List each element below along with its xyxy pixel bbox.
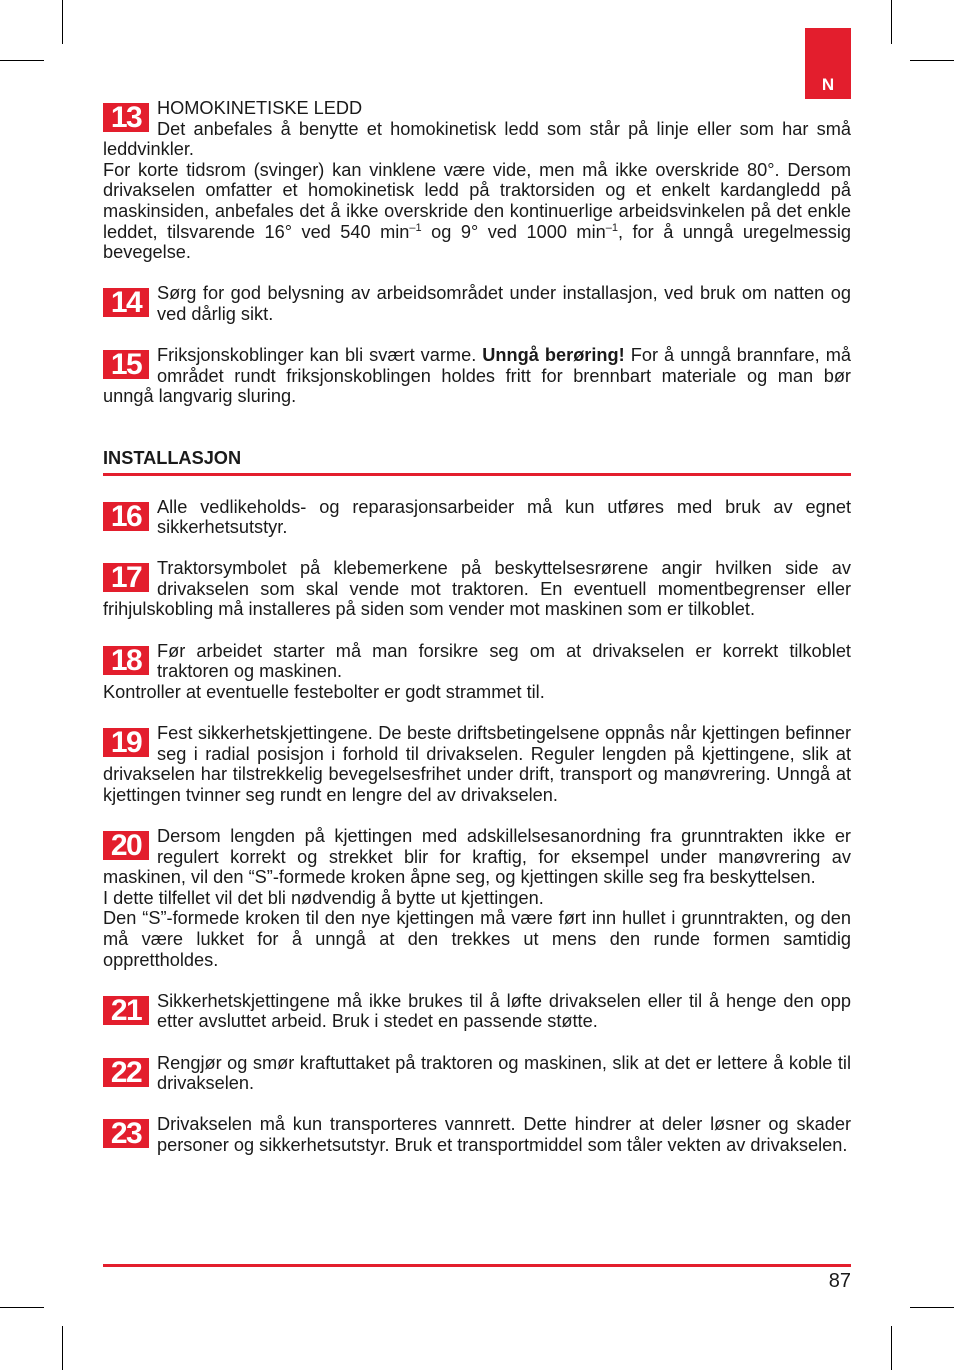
item-paragraph: Rengjør og smør kraftuttaket på traktoren og maskinen, slik at det er lettere å koble til drivakselen. bbox=[157, 1052, 851, 1094]
item-number: 23 bbox=[103, 1119, 149, 1148]
item-14 bbox=[103, 283, 851, 324]
crop-mark bbox=[62, 1326, 63, 1370]
item-18 bbox=[103, 641, 851, 703]
item-21 bbox=[103, 991, 851, 1032]
page-number: 87 bbox=[828, 1270, 851, 1292]
item-23 bbox=[103, 1114, 851, 1155]
item-15 bbox=[103, 345, 851, 407]
item-paragraph: Drivakselen må kun transporteres vannrett. Dette hindrer at deler løsner og skader personer og sikkerhetsutstyr. Bruk et transportmiddel som tåler vekten av drivakselen. bbox=[157, 1114, 851, 1155]
item-number: 19 bbox=[103, 728, 149, 757]
item-paragraph: For korte tidsrom (svinger) kan vinklene være vide, men må ikke overskride 80°. Dersom drivakselen omfatter et homokinetisk ledd på traktorsiden og et enkelt kardangledd på maskinsiden, anbefales det å ikke overskride den kontinuerlige arbeidsvinkelen på det enkle leddet, tilsvarende 16° ved 540 $\min^{-1}$ og 9° ved 1000 $\min^{-1}$, for å unngå uregelmessig bevegelse. bbox=[103, 159, 852, 263]
item-16 bbox=[103, 497, 851, 538]
page-content bbox=[103, 98, 851, 1156]
item-number: 14 bbox=[103, 288, 149, 317]
crop-mark bbox=[0, 60, 44, 61]
crop-mark bbox=[910, 60, 954, 61]
item-paragraph: Alle vedlikeholds- og reparasjonsarbeider må kun utføres med bruk av egnet sikkerhetsutstyr. bbox=[157, 496, 851, 538]
section-title: INSTALLASJON bbox=[103, 448, 851, 476]
item-number: 20 bbox=[103, 831, 149, 860]
crop-mark bbox=[62, 0, 63, 44]
item-number: 21 bbox=[103, 996, 149, 1025]
item-paragraph: Dersom lengden på kjettingen med adskillelsesanordning fra grunntrakten ikke er regulert korrekt og strekket blir for kraftig, for eksempel under manøvrering av maskinen, vil den “S”-formede kroken åpne seg, og kjettingen skille seg fra beskyttelsen. bbox=[103, 826, 851, 888]
item-paragraph: Den “S”-formede kroken til den nye kjettingen må være ført inn hullet i grunntrakten, og den må være lukket for å unngå at den trekkes ut mens den runde formen samtidig opprettholdes. bbox=[103, 908, 851, 970]
crop-mark bbox=[910, 1307, 954, 1308]
crop-mark bbox=[891, 0, 892, 44]
item-number: 17 bbox=[103, 563, 149, 592]
item-heading: HOMOKINETISKE LEDD bbox=[157, 98, 363, 118]
item-22 bbox=[103, 1053, 851, 1094]
item-paragraph: Sikkerhetskjettingene må ikke brukes til å løfte drivakselen eller til å henge den opp etter avsluttet arbeid. Bruk i stedet en passende støtte. bbox=[157, 990, 851, 1032]
crop-mark bbox=[0, 1307, 44, 1308]
language-tab: N bbox=[805, 28, 851, 99]
item-13 bbox=[103, 98, 851, 263]
item-paragraph: Traktorsymbolet på klebemerkene på beskyttelsesrørene angir hvilken side av drivakselen som skal vende mot traktoren. En eventuell momentbegrenser eller frihjulskobling må installeres på siden som vender mot maskinen som er tilkoblet. bbox=[103, 558, 851, 620]
item-number: 18 bbox=[103, 646, 149, 675]
item-paragraph: Før arbeidet starter må man forsikre seg om at drivakselen er korrekt tilkoblet traktoren og maskinen. bbox=[157, 640, 851, 682]
item-paragraph: Friksjonskoblinger kan bli svært varme. Unngå berøring! For å unngå brannfare, må området rundt friksjonskoblingen holdes fritt for brennbart materiale og man bør unngå langvarig sluring. bbox=[103, 345, 852, 407]
item-number: 16 bbox=[103, 502, 149, 531]
item-paragraph: Kontroller at eventuelle festebolter er godt strammet til. bbox=[103, 681, 545, 702]
item-19 bbox=[103, 723, 851, 805]
item-number: 22 bbox=[103, 1058, 149, 1087]
crop-mark bbox=[891, 1326, 892, 1370]
item-number: 13 bbox=[103, 103, 149, 132]
item-20 bbox=[103, 826, 851, 970]
footer-rule bbox=[103, 1264, 851, 1267]
item-paragraph: Det anbefales å benytte et homokinetisk ledd som står på linje eller som har små leddvinkler. bbox=[103, 118, 851, 160]
item-number: 15 bbox=[103, 350, 149, 379]
item-17 bbox=[103, 558, 851, 620]
item-paragraph: I dette tilfellet vil det bli nødvendig å bytte ut kjettingen. bbox=[103, 887, 544, 908]
warning-text: Unngå berøring! bbox=[482, 345, 625, 366]
item-paragraph: Sørg for god belysning av arbeidsområdet under installasjon, ved bruk om natten og ved dårlig sikt. bbox=[157, 283, 851, 324]
item-paragraph: Fest sikkerhetskjettingene. De beste driftsbetingelsene oppnås når kjettingen befinner seg i radial posisjon i forhold til drivakselen. Reguler lengden på kjettingene, slik at drivakselen har tilstrekkelig bevegelsesfrihet under drift, transport og manøvrering. Unngå at kjettingen tvinner seg rundt en lengre del av drivakselen. bbox=[103, 723, 851, 805]
